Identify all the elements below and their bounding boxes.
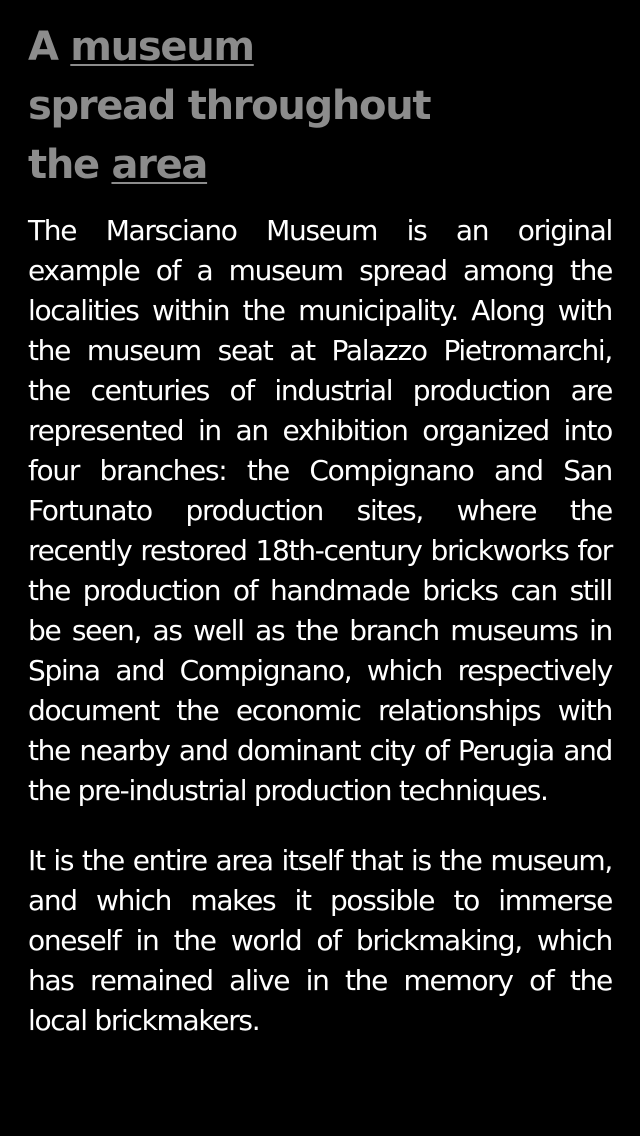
page-title (28, 18, 612, 195)
title-text-spread: spread throughout (28, 83, 431, 129)
closing-paragraph: It is the entire area itself that is the museum, and which makes it possible to immerse oneself in the world of brickmaking, which has remained alive in the memory of the local brickmakers. (28, 844, 612, 1037)
area-link[interactable]: area (111, 142, 208, 188)
museum-link[interactable]: museum (70, 24, 254, 70)
intro-paragraph: The Marsciano Museum is an original example of a museum spread among the localities within the municipality. Along with the museum seat at Palazzo Pietromarchi, the centuries of industrial production are represented in an exhibition organized into four branches: the Compignano and San Fortunato production sites, where the recently restored 18th-century brickworks for the production of handmade bricks can still be seen, as well as the branch museums in Spina and Compignano, which respectively document the economic relationships with the nearby and dominant city of Perugia and the pre-industrial production techniques. (28, 214, 612, 807)
article (28, 18, 612, 1041)
title-text-a: A (28, 24, 71, 70)
title-text-the: the (28, 142, 112, 188)
